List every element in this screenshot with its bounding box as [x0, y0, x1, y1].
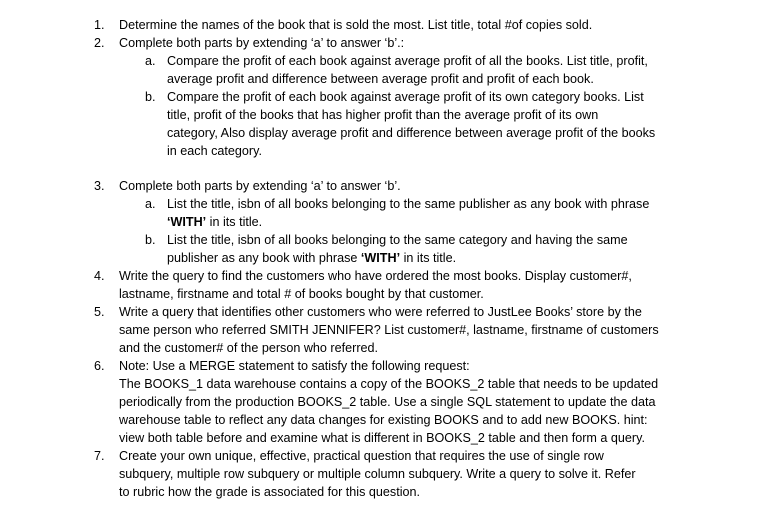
bold-phrase: ‘WITH’ — [167, 215, 207, 229]
sub-item-text: average profit and difference between average profit and profit of each book. — [167, 72, 594, 86]
sub-item-letter: b. — [145, 233, 156, 247]
sub-item-text: title, profit of the books that has higher profit than the average profit of its own — [167, 108, 599, 122]
sub-item-text: in each category. — [167, 144, 262, 158]
sub-item-text: Compare the profit of each book against average profit of its own category books. List — [167, 90, 644, 104]
item-number: 2. — [94, 36, 105, 50]
item-number: 6. — [94, 359, 105, 373]
item-text: Write the query to find the customers who have ordered the most books. Display customer#, — [119, 269, 632, 283]
item-text: subquery, multiple row subquery or multiple column subquery. Write a query to solve it. Refer — [119, 467, 636, 481]
item-number: 7. — [94, 449, 105, 463]
item-text: Determine the names of the book that is sold the most. List title, total #of copies sold. — [119, 18, 593, 32]
sub-item-text: Compare the profit of each book against average profit of all the books. List title, profit, — [167, 54, 648, 68]
item-number: 5. — [94, 305, 105, 319]
sub-item-letter: a. — [145, 197, 156, 211]
sub-item-text — [167, 249, 456, 267]
sub-item-text: category, Also display average profit and difference between average profit of the books — [167, 126, 656, 140]
sub-item-letter: b. — [145, 90, 156, 104]
text-run: in its title. — [400, 251, 457, 265]
item-text: Create your own unique, effective, practical question that requires the use of single row — [119, 449, 604, 463]
item-text: The BOOKS_1 data warehouse contains a copy of the BOOKS_2 table that needs to be updated — [119, 377, 659, 391]
item-text: and the customer# of the person who referred. — [119, 341, 379, 355]
text-run: publisher as any book with phrase — [167, 251, 361, 265]
item-text: to rubric how the grade is associated for this question. — [119, 485, 421, 499]
item-number: 4. — [94, 269, 105, 283]
item-text: same person who referred SMITH JENNIFER? List customer#, lastname, firstname of customers — [119, 323, 659, 337]
item-number: 3. — [94, 179, 105, 193]
item-number: 1. — [94, 18, 105, 32]
sub-item-text: List the title, isbn of all books belonging to the same publisher as any book with phrase — [167, 197, 650, 211]
item-text: Complete both parts by extending ‘a’ to answer ‘b’. — [119, 179, 401, 193]
item-text: lastname, firstname and total # of books bought by that customer. — [119, 287, 484, 301]
item-text: Complete both parts by extending ‘a’ to answer ‘b’.: — [119, 36, 405, 50]
text-run: in its title. — [206, 215, 263, 229]
sub-item-letter: a. — [145, 54, 156, 68]
item-text: warehouse table to reflect any data changes for existing BOOKS and to add new BOOKS. hint: — [119, 413, 648, 427]
item-text: Note: Use a MERGE statement to satisfy the following request: — [119, 359, 470, 373]
item-text: view both table before and examine what is different in BOOKS_2 table and then form a query. — [119, 431, 645, 445]
sub-item-text: List the title, isbn of all books belonging to the same category and having the same — [167, 233, 628, 247]
sub-item-text — [167, 213, 262, 231]
bold-phrase: ‘WITH’ — [360, 251, 401, 265]
item-text: Write a query that identifies other customers who were referred to JustLee Books’ store by the — [119, 305, 642, 319]
item-text: periodically from the production BOOKS_2 table. Use a single SQL statement to update the data — [119, 395, 656, 409]
